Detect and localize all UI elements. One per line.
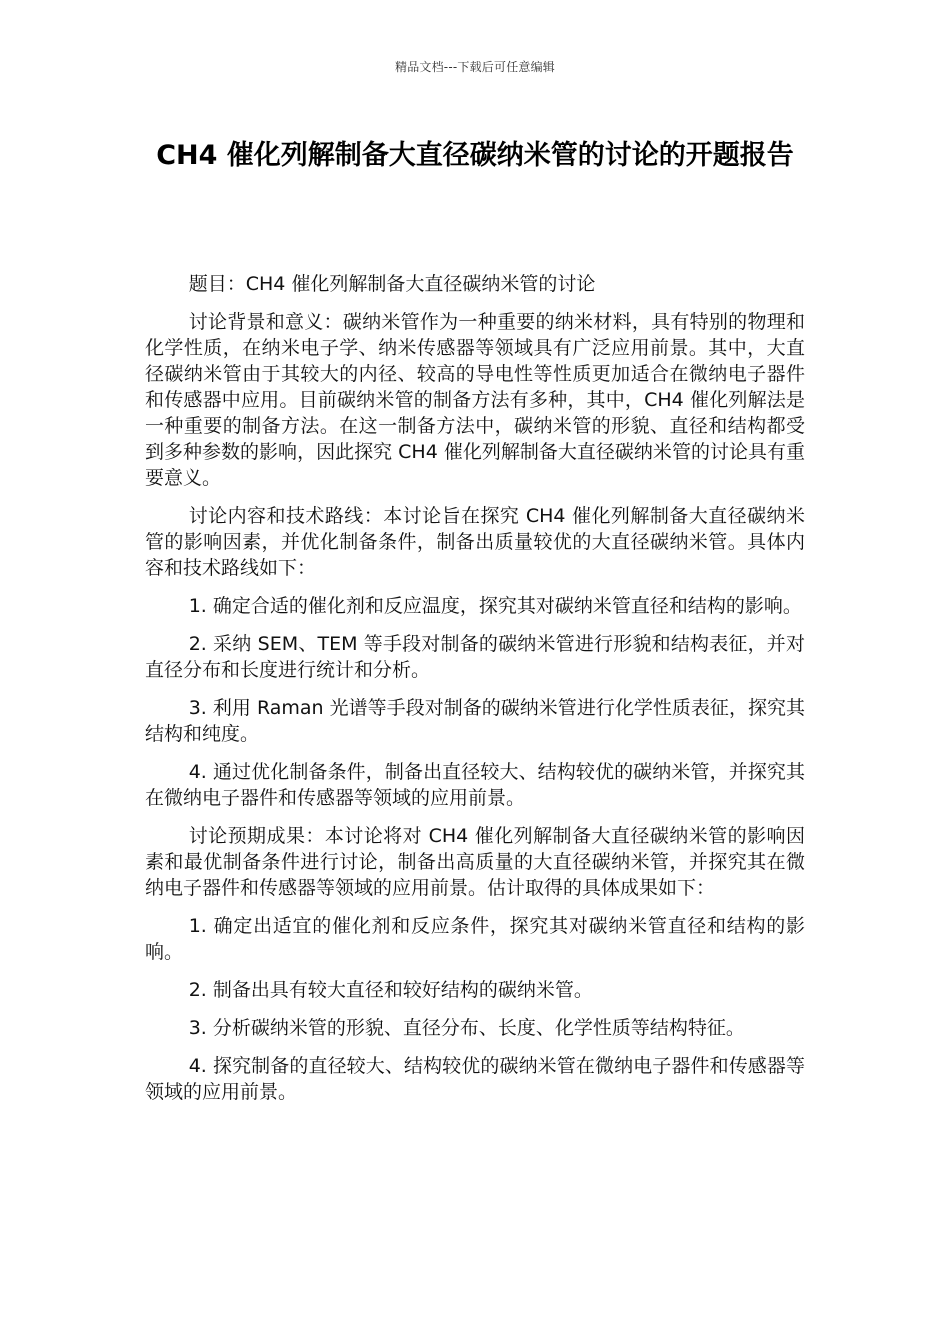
header-note: 精品文档---下载后可任意编辑 <box>395 60 555 74</box>
outcome-item-2: 2. 制备出具有较大直径和较好结构的碳纳米管。 <box>188 979 593 1001</box>
content-item-1: 1. 确定合适的催化剂和反应温度，探究其对碳纳米管直径和结构的影响。 <box>188 595 802 617</box>
outcome-item-1: 1. 确定出适宜的催化剂和反应条件，探究其对碳纳米管直径和结构的影响。 <box>145 915 805 963</box>
content-item-4: 4. 通过优化制备条件，制备出直径较大、结构较优的碳纳米管，并探究其在微纳电子器件和传感器等领域的应用前景。 <box>145 761 805 809</box>
document-body <box>145 271 805 1117</box>
document-title: CH4 催化列解制备大直径碳纳米管的讨论的开题报告 <box>156 140 794 171</box>
background-paragraph: 讨论背景和意义：碳纳米管作为一种重要的纳米材料，具有特别的物理和化学性质，在纳米电子学、纳米传感器等领域具有广泛应用前景。其中，大直径碳纳米管由于其较大的内径、较高的导电性等性质更加适合在微纳电子器件和传感器中应用。目前碳纳米管的制备方法有多种，其中，CH4 催化列解法是一种重要的制备方法。在这一制备方法中，碳纳米管的形貌、直径和结构都受到多种参数的影响，因此探究 CH4 催化列解制备大直径碳纳米管的讨论具有重要意义。 <box>145 311 805 489</box>
content-paragraph: 讨论内容和技术路线：本讨论旨在探究 CH4 催化列解制备大直径碳纳米管的影响因素，并优化制备条件，制备出质量较优的大直径碳纳米管。具体内容和技术路线如下： <box>145 505 805 579</box>
outcome-item-4: 4. 探究制备的直径较大、结构较优的碳纳米管在微纳电子器件和传感器等领域的应用前景。 <box>145 1055 805 1103</box>
content-item-2: 2. 采纳 SEM、TEM 等手段对制备的碳纳米管进行形貌和结构表征，并对直径分布和长度进行统计和分析。 <box>145 633 805 681</box>
outcomes-paragraph: 讨论预期成果：本讨论将对 CH4 催化列解制备大直径碳纳米管的影响因素和最优制备条件进行讨论，制备出高质量的大直径碳纳米管，并探究其在微纳电子器件和传感器等领域的应用前景。估计取得的具体成果如下： <box>145 825 805 899</box>
outcome-item-3: 3. 分析碳纳米管的形貌、直径分布、长度、化学性质等结构特征。 <box>188 1017 745 1039</box>
content-item-3: 3. 利用 Raman 光谱等手段对制备的碳纳米管进行化学性质表征，探究其结构和纯度。 <box>145 697 805 745</box>
topic-paragraph: 题目：CH4 催化列解制备大直径碳纳米管的讨论 <box>188 273 596 295</box>
